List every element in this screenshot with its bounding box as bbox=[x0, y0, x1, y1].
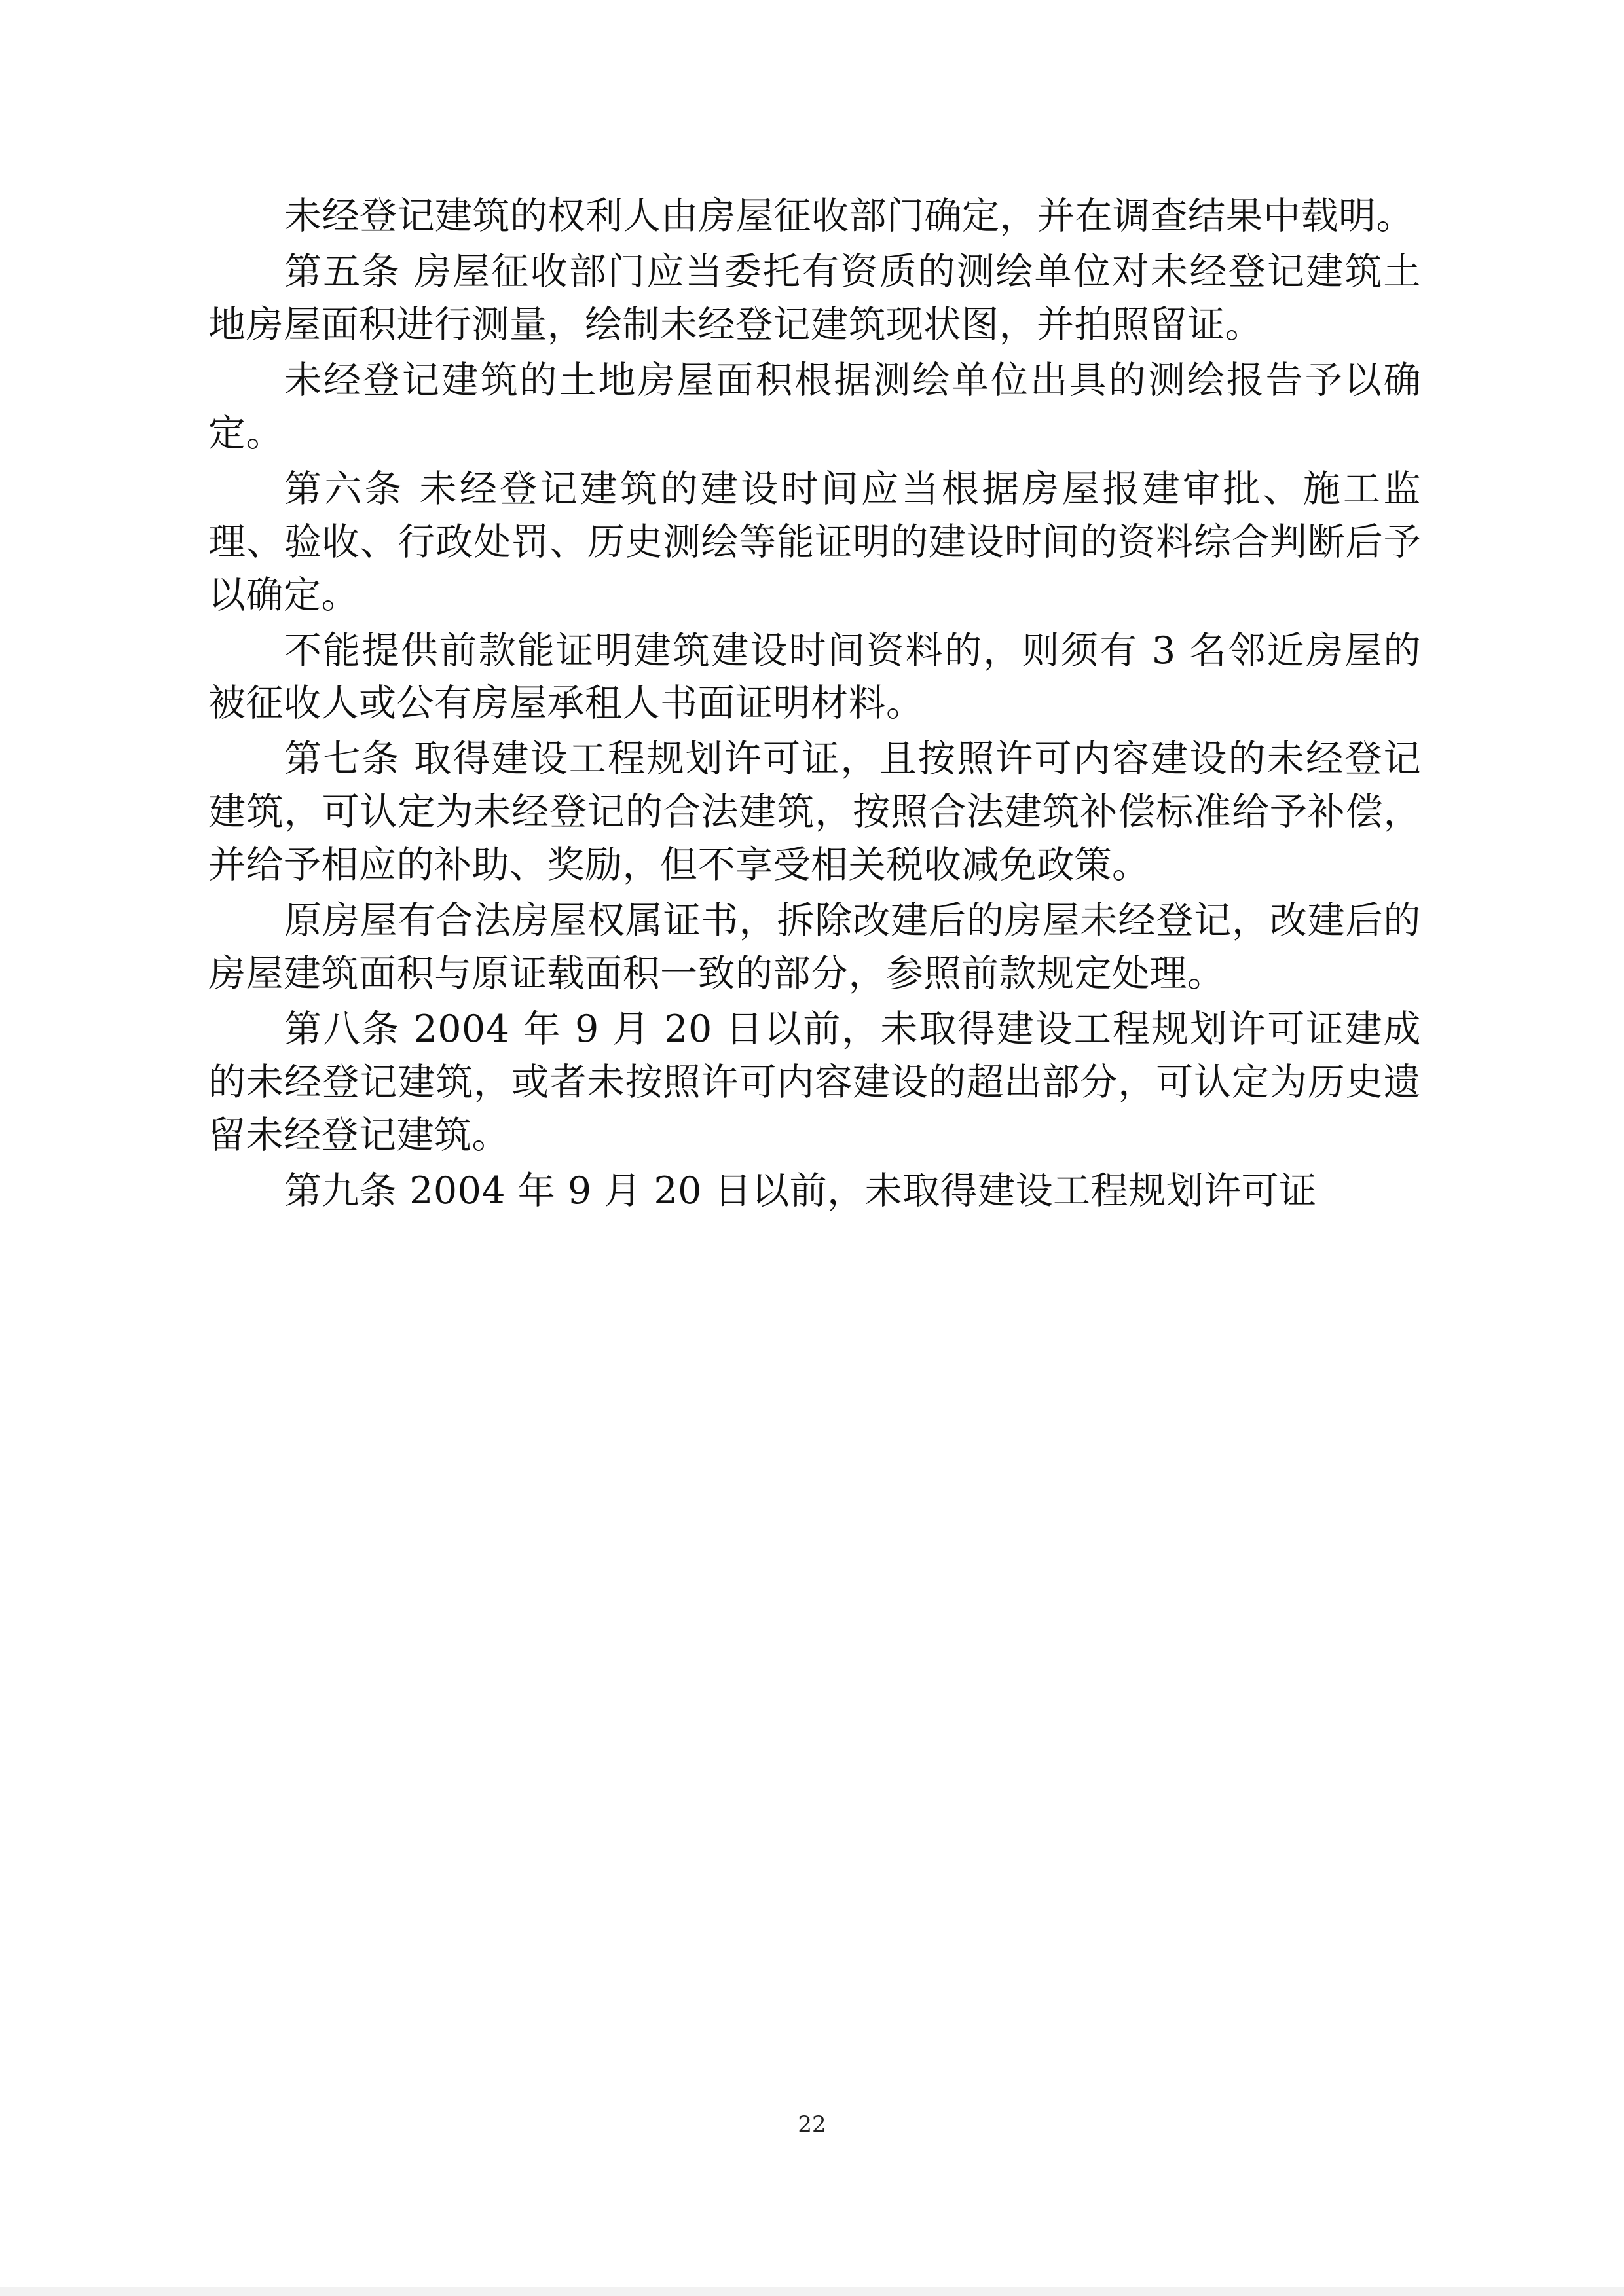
paragraph: 第九条 2004 年 9 月 20 日以前，未取得建设工程规划许可证 bbox=[284, 1169, 1317, 1212]
paragraph: 不能提供前款能证明建筑建设时间资料的，则须有 3 名邻近房屋的被征收人或公有房屋承租人书面证明材料。 bbox=[208, 629, 1421, 725]
paragraph: 第八条 2004 年 9 月 20 日以前，未取得建设工程规划许可证建成的未经登记建筑，或者未按照许可内容建设的超出部分，可认定为历史遗留未经登记建筑。 bbox=[208, 1008, 1421, 1157]
paragraph: 第五条 房屋征收部门应当委托有资质的测绘单位对未经登记建筑土地房屋面积进行测量，绘制未经登记建筑现状图，并拍照留证。 bbox=[208, 249, 1421, 346]
paragraph: 未经登记建筑的权利人由房屋征收部门确定，并在调查结果中载明。 bbox=[284, 194, 1414, 238]
page-number: 22 bbox=[798, 2111, 826, 2138]
document-body bbox=[208, 190, 1421, 1220]
paragraph: 第六条 未经登记建筑的建设时间应当根据房屋报建审批、施工监理、验收、行政处罚、历史测绘等能证明的建设时间的资料综合判断后予以确定。 bbox=[208, 467, 1421, 617]
paragraph: 未经登记建筑的土地房屋面积根据测绘单位出具的测绘报告予以确定。 bbox=[208, 358, 1421, 455]
paragraph: 第七条 取得建设工程规划许可证，且按照许可内容建设的未经登记建筑，可认定为未经登记的合法建筑，按照合法建筑补偿标准给予补偿，并给予相应的补助、奖励，但不享受相关税收减免政策。 bbox=[208, 737, 1421, 887]
page-bottom-edge bbox=[0, 2287, 1624, 2296]
paragraph: 原房屋有合法房屋权属证书，拆除改建后的房屋未经登记，改建后的房屋建筑面积与原证载面积一致的部分，参照前款规定处理。 bbox=[208, 899, 1421, 996]
